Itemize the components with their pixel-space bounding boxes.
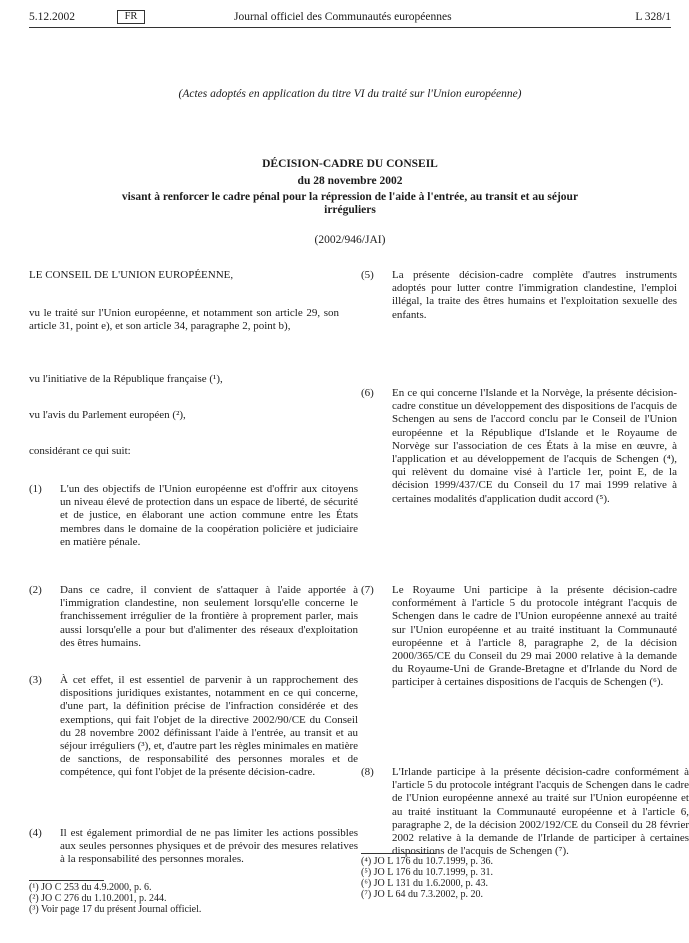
decision-purpose: visant à renforcer le cadre pénal pour la répression de l'aide à l'entrée, au transit et au séjour bbox=[121, 191, 579, 203]
decision-title: DÉCISION-CADRE DU CONSEIL bbox=[262, 158, 438, 170]
footnote-4: (⁴) JO L 176 du 10.7.1999, p. 36. bbox=[361, 856, 493, 867]
citation-parliament: vu l'avis du Parlement européen (²), bbox=[29, 409, 186, 421]
page-header bbox=[29, 10, 671, 24]
recital-text: En ce qui concerne l'Islande et la Norvège, la présente décision-cadre constitue un développement des dispositions de l'acquis de Schengen au sens de l'accord conclu par le Conseil de l'Union européenne et la République d'Islande et le Royaume de Norvège sur l'association de ces États à la mise en œuvre, à l'application et au développement de l'acquis de Schengen (⁴), qui relèvent du domaine visé à l'article 1er, point E, de la décision 1999/437/CE du Conseil du 17 mai 1999 relative à certaines modalités d'application dudit accord (⁵). bbox=[392, 387, 677, 505]
recital-number: (1) bbox=[29, 483, 42, 495]
considering-intro: considérant ce qui suit: bbox=[29, 445, 131, 457]
recital-number: (5) bbox=[361, 269, 374, 281]
recital-text: Dans ce cadre, il convient de s'attaquer à l'aide apportée à l'immigration clandestine, non seulement lorsqu'elle concerne le franchissement irrégulier de la frontière à proprement parler, mais aussi lorsqu'elle a pour but d'alimenter des réseaux d'exploitation des êtres humains. bbox=[60, 584, 358, 649]
footnote-7: (⁷) JO L 64 du 7.3.2002, p. 20. bbox=[361, 889, 483, 900]
decision-purpose-cont: irréguliers bbox=[324, 204, 376, 216]
footnote-divider bbox=[29, 880, 104, 881]
language-badge: FR bbox=[117, 10, 145, 24]
footnote-1: (¹) JO C 253 du 4.9.2000, p. 6. bbox=[29, 882, 152, 893]
recital-number: (2) bbox=[29, 584, 42, 596]
recital-text: Le Royaume Uni participe à la présente décision-cadre conformément à l'article 5 du protocole intégrant l'acquis de Schengen dans le cadre de l'Union européenne annexé au traité sur l'Union européenne et au traité instituant la Communauté européenne et à l'article 8, paragraphe 2, de la décision 2000/365/CE du Conseil du 29 mai 2000 relative à la demande du Royaume-Uni de Grande-Bretagne et d'Irlande du Nord de participer à certaines dispositions de l'acquis de Schengen (⁶). bbox=[392, 584, 677, 689]
recital-text: Il est également primordial de ne pas limiter les actions possibles aux seules personnes physiques et de prévoir des mesures relatives à la responsabilité des personnes morales. bbox=[60, 827, 358, 866]
decision-date: du 28 novembre 2002 bbox=[297, 175, 403, 187]
footnote-divider bbox=[361, 853, 436, 854]
recital-text: L'Irlande participe à la présente décision-cadre conformément à l'article 5 du protocole intégrant l'acquis de Schengen dans le cadre de l'Union européenne annexé au traité sur l'Union européenne et au traité instituant la Communauté européenne et à l'article 6, paragraphe 2, de la décision 2002/192/CE du Conseil du 28 février 2002 relative à la demande de l'Irlande de participer à certaines dispositions de l'acquis de Schengen (⁷). bbox=[392, 766, 689, 858]
recital-number: (6) bbox=[361, 387, 374, 399]
decision-reference: (2002/946/JAI) bbox=[314, 234, 386, 246]
page-number: L 328/1 bbox=[635, 11, 671, 23]
recital-number: (4) bbox=[29, 827, 42, 839]
acts-subtitle: (Actes adoptés en application du titre VI du traité sur l'Union européenne) bbox=[178, 88, 522, 100]
citation-initiative: vu l'initiative de la République française (¹), bbox=[29, 373, 223, 385]
council-heading: LE CONSEIL DE L'UNION EUROPÉENNE, bbox=[29, 269, 234, 281]
header-divider bbox=[29, 27, 671, 28]
footnote-5: (⁵) JO L 176 du 10.7.1999, p. 31. bbox=[361, 867, 493, 878]
publication-date: 5.12.2002 bbox=[29, 11, 75, 23]
recital-number: (8) bbox=[361, 766, 374, 778]
recital-number: (3) bbox=[29, 674, 42, 686]
footnote-2: (²) JO C 276 du 1.10.2001, p. 244. bbox=[29, 893, 167, 904]
recital-text: À cet effet, il est essentiel de parvenir à un rapprochement des dispositions juridiques existantes, notamment en ce qui concerne, d'une part, la définition précise de l'infraction considérée et des exemptions, qui fait l'objet de la directive 2002/90/CE du Conseil du 28 novembre 2002 définissant l'aide à l'entrée, au transit et au séjour irréguliers (³), et, d'autre part les règles minimales en matière de sanctions, de responsabilité des personnes morales et de compétence, qui font l'objet de la présente décision-cadre. bbox=[60, 674, 358, 779]
footnote-6: (⁶) JO L 131 du 1.6.2000, p. 43. bbox=[361, 878, 488, 889]
journal-title: Journal officiel des Communautés européennes bbox=[234, 11, 452, 23]
citation-treaty: vu le traité sur l'Union européenne, et notamment son article 29, son article 31, point e), et son article 34, paragraphe 2, point b), bbox=[29, 307, 339, 333]
recital-text: L'un des objectifs de l'Union européenne est d'offrir aux citoyens un niveau élevé de protection dans un espace de liberté, de sécurité et de justice, en élaborant une action commune entre les États membres dans le domaine de la coopération policière et judiciaire en matière pénale. bbox=[60, 483, 358, 548]
recital-number: (7) bbox=[361, 584, 374, 596]
recital-text: La présente décision-cadre complète d'autres instruments adoptés pour lutter contre l'immigration clandestine, l'emploi illégal, la traite des êtres humains et l'exploitation sexuelle des enfants. bbox=[392, 269, 677, 321]
footnote-3: (³) Voir page 17 du présent Journal officiel. bbox=[29, 904, 202, 915]
